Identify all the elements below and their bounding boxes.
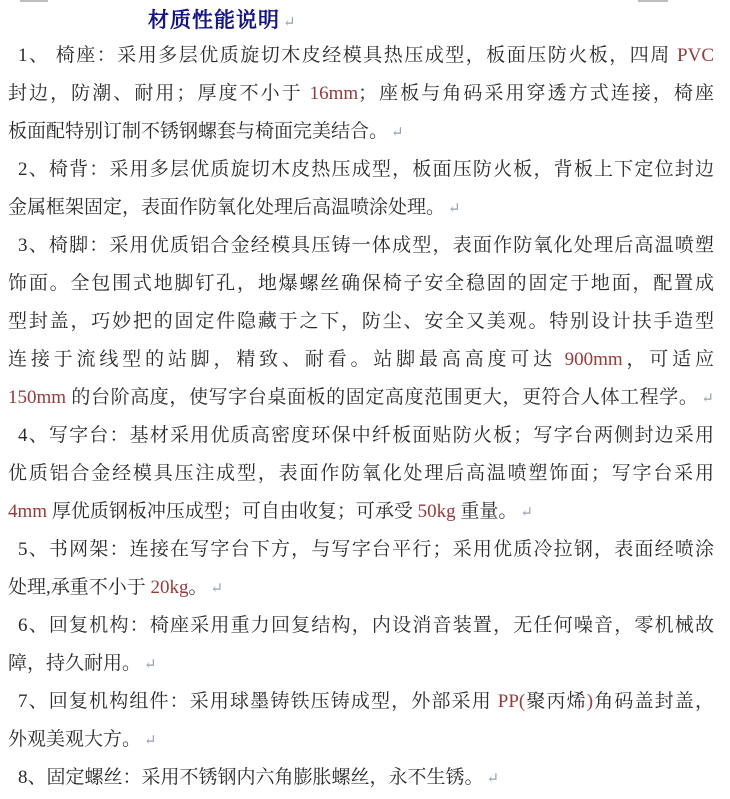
paragraph-mark-icon: ↵ bbox=[144, 733, 157, 749]
paragraph-mark-icon: ↵ bbox=[486, 771, 500, 787]
body-text: 板面配特别订制不锈钢螺套与椅面完美结合。 bbox=[8, 121, 389, 142]
body-text: 角码盖封盖， bbox=[593, 691, 714, 712]
measurement-text: ) bbox=[586, 691, 594, 712]
paragraph-line bbox=[8, 455, 714, 493]
paragraph-mark-icon: ↵ bbox=[144, 657, 157, 673]
paragraph-line bbox=[8, 113, 714, 151]
body-text: ，可适应 bbox=[622, 349, 714, 370]
paragraph-line bbox=[8, 265, 714, 303]
paragraph-line bbox=[8, 493, 714, 531]
paragraph-line bbox=[8, 379, 714, 417]
paragraph-line bbox=[8, 151, 714, 189]
page-title: 材质性能说明 bbox=[148, 8, 280, 32]
paragraph-line bbox=[8, 417, 714, 455]
crop-mark-right bbox=[638, 0, 668, 2]
paragraph-line bbox=[8, 569, 714, 607]
body-text: 厚优质钢板冲压成型；可自由收复；可承受 bbox=[47, 501, 418, 522]
body-text: 连接于流线型的站脚，精致、耐看。站脚最高高度可达 bbox=[8, 349, 565, 370]
body-text: 重量。 bbox=[455, 501, 518, 522]
body-text: 5、书网架：连接在写字台下方，与写字台平行；采用优质冷拉钢，表面经喷涂 bbox=[18, 539, 714, 560]
paragraph-line bbox=[8, 645, 714, 683]
body-text: 优质铝合金经模具压注成型，表面作防氧化处理后高温喷塑饰面；写字台采用 bbox=[8, 463, 714, 484]
measurement-text: 900mm bbox=[564, 349, 623, 370]
crop-mark-left bbox=[20, 0, 48, 2]
paragraph-line bbox=[8, 303, 714, 341]
body-text: 金属框架固定，表面作防氧化处理后高温喷涂处理。 bbox=[8, 197, 446, 218]
paragraph-mark-icon: ↵ bbox=[448, 201, 461, 217]
paragraph-line bbox=[8, 37, 714, 75]
paragraph-line bbox=[8, 341, 714, 379]
paragraph-line bbox=[8, 227, 714, 265]
paragraph-mark-icon: ↵ bbox=[283, 15, 296, 31]
measurement-text: 50kg bbox=[417, 501, 456, 522]
body-text: 饰面。全包围式地脚钉孔，地爆螺丝确保椅子安全稳固的固定于地面，配置成 bbox=[8, 273, 714, 294]
body-text: 型封盖，巧妙把的固定件隐藏于之下，防尘、安全又美观。特别设计扶手造型 bbox=[8, 311, 714, 332]
paragraph-mark-icon: ↵ bbox=[520, 505, 533, 521]
paragraph-line bbox=[8, 607, 714, 645]
measurement-text: 4mm bbox=[8, 501, 48, 522]
measurement-text: 16mm bbox=[309, 83, 359, 104]
body-text: 3、椅脚：采用优质铝合金经模具压铸一体成型，表面作防氧化处理后高温喷塑 bbox=[18, 235, 714, 256]
paragraph-line bbox=[8, 759, 714, 797]
paragraph-line bbox=[8, 189, 714, 227]
title-row bbox=[148, 6, 714, 37]
body-text: 8、固定螺丝：采用不锈钢内六角膨胀螺丝，永不生锈。 bbox=[18, 767, 484, 788]
body-text: ；座板与角码采用穿透方式连接，椅座 bbox=[358, 83, 714, 104]
body-text: 1、 椅座：采用多层优质旋切木皮经模具热压成型，板面压防火板，四周 bbox=[18, 45, 678, 66]
body-text: 。 bbox=[188, 577, 208, 598]
body-text: 处理,承重不小于 bbox=[8, 577, 151, 598]
body-text: 封边，防潮、耐用；厚度不小于 bbox=[8, 83, 310, 104]
body-text: 2、椅背：采用多层优质旋切木皮热压成型，板面压防火板，背板上下定位封边 bbox=[18, 159, 714, 180]
measurement-text: PP( bbox=[497, 691, 526, 712]
measurement-text: 150mm bbox=[8, 387, 67, 408]
body-text: 外观美观大方。 bbox=[8, 729, 142, 750]
paragraph-mark-icon: ↵ bbox=[210, 581, 224, 597]
body-text: 7、回复机构组件：采用球墨铸铁压铸成型，外部采用 bbox=[18, 691, 498, 712]
body-text: 的台阶高度，使写字台桌面板的固定高度范围更大，更符合人体工程学。 bbox=[66, 387, 699, 408]
paragraph-line bbox=[8, 531, 714, 569]
measurement-text: 20kg bbox=[150, 577, 189, 598]
body-text: 6、回复机构：椅座采用重力回复结构，内设消音装置，无任何噪音，零机械故 bbox=[18, 615, 714, 636]
paragraph-mark-icon: ↵ bbox=[701, 391, 714, 407]
paragraph-mark-icon: ↵ bbox=[391, 125, 404, 141]
paragraph-line bbox=[8, 683, 714, 721]
body-text: 障，持久耐用。 bbox=[8, 653, 142, 674]
body-text: 4、写字台：基材采用优质高密度环保中纤板面贴防火板；写字台两侧封边采用 bbox=[18, 425, 714, 446]
paragraph-line bbox=[8, 721, 714, 759]
body-text: 聚丙烯 bbox=[525, 691, 587, 712]
measurement-text: PVC bbox=[677, 45, 714, 66]
paragraph-line bbox=[8, 75, 714, 113]
